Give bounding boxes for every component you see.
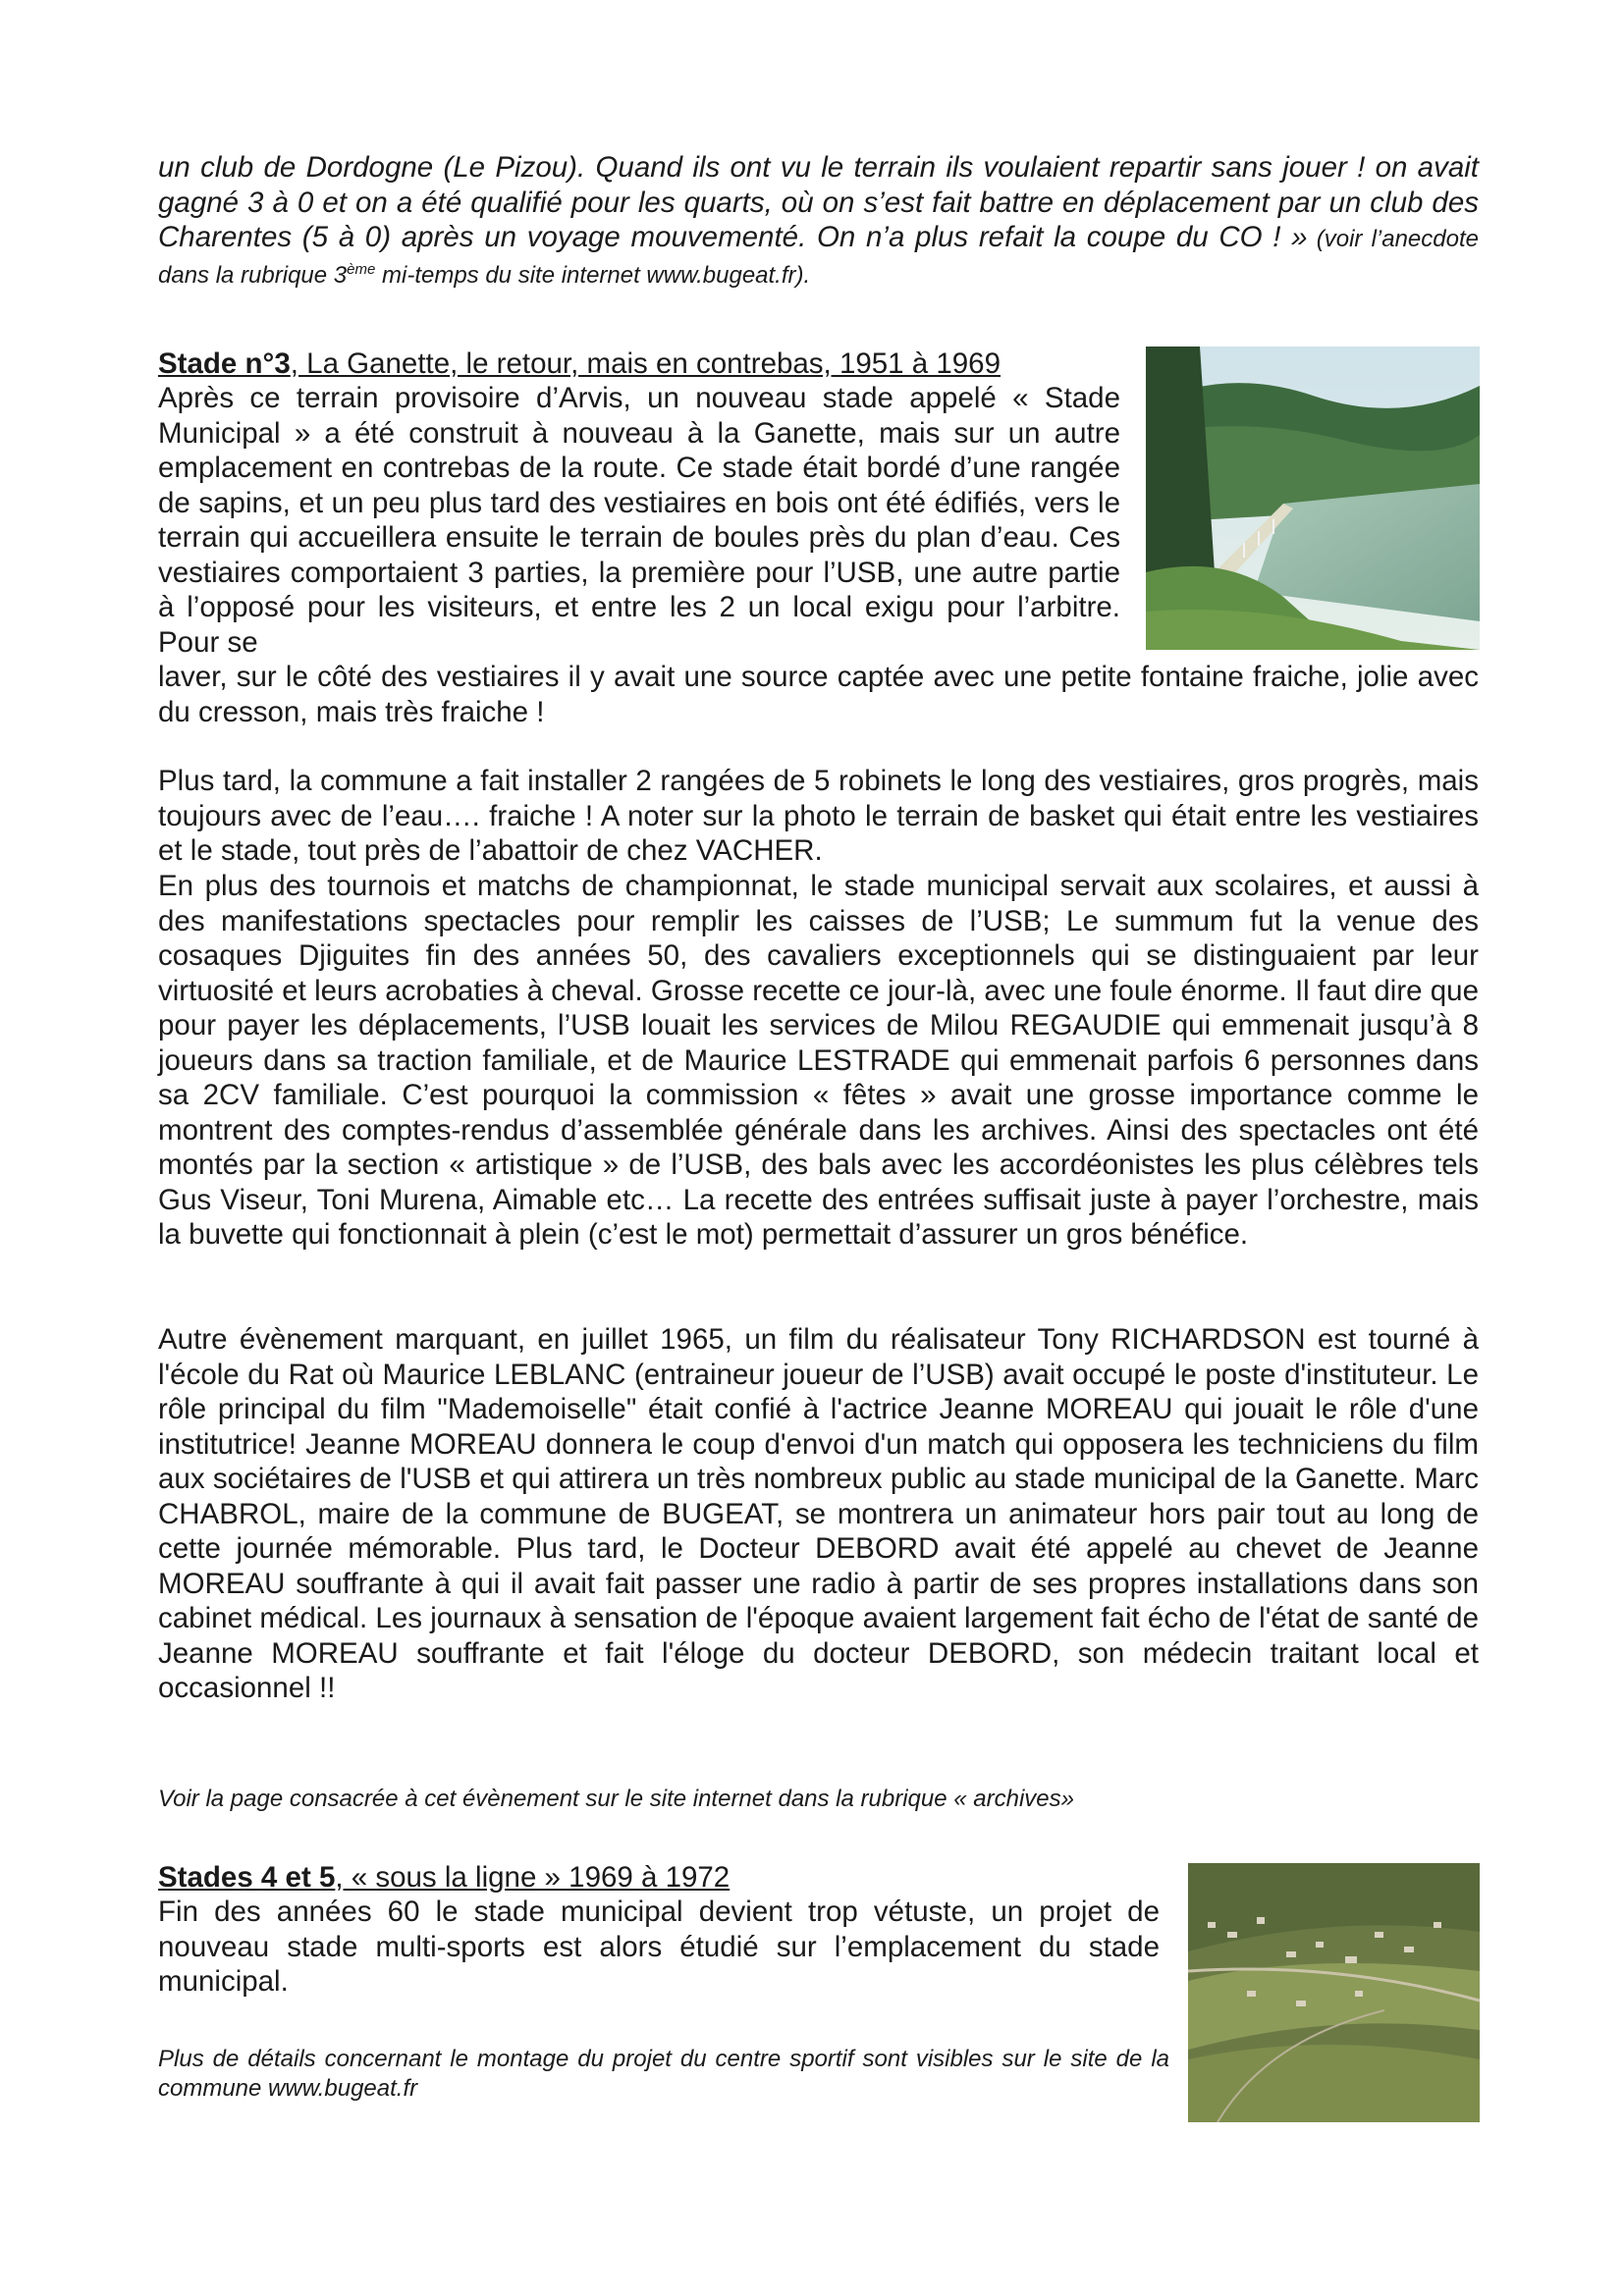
- aerial-photo: [1188, 1863, 1480, 2122]
- intro-paragraph: [158, 150, 1479, 291]
- stadium-photo: [1146, 347, 1480, 650]
- stade45-title-rest: , « sous la ligne » 1969 à 1972: [335, 1861, 731, 1894]
- stade45-paragraph-1: Fin des années 60 le stade municipal devient trop vétuste, un projet de nouveau stade multi-sports est alors étudié sur l’emplacement du stade municipal.: [158, 1896, 1160, 1998]
- stade3-paragraph-1: Après ce terrain provisoire d’Arvis, un nouveau stade appelé « Stade Municipal » a été construit à nouveau à la Ganette, mais sur un autre emplacement en contrebas de la route. Ce stade était bordé d’une rangée de sapins, et un peu plus tard des vestiaires en bois ont été édifiés, vers le terrain qui accueillera ensuite le terrain de boules près du plan d’eau. Ces vestiaires comportaient 3 parties, la première pour l’USB, une autre partie à l’opposé pour les visiteurs, et entre les 2 un local exigu pour l’arbitre. Pour se: [158, 382, 1120, 659]
- stade3-title-rest: , La Ganette, le retour, mais en contrebas, 1951 à 1969: [290, 347, 1001, 380]
- stade3-heading: [158, 347, 1120, 382]
- stade3-note: Voir la page consacrée à cet évènement sur le site internet dans la rubrique « archives»: [158, 1786, 1074, 1812]
- intro-note: (voir l’anecdote dans la rubrique 3ème mi-temps du site internet www.bugeat.fr).: [158, 226, 1479, 289]
- stade45-title-bold: Stades 4 et 5: [158, 1861, 336, 1894]
- stade3-paragraph-1-cont: laver, sur le côté des vestiaires il y avait une source captée avec une petite fontaine fraiche, jolie avec du cresson, mais très fraiche !: [158, 661, 1479, 728]
- stade45-heading: [158, 1860, 1160, 1896]
- stade3-paragraph-2: Plus tard, la commune a fait installer 2 rangées de 5 robinets le long des vestiaires, gros progrès, mais toujours avec de l’eau…. fraiche ! A noter sur la photo le terrain de basket qui était entre les vestiaires et le stade, tout près de l’abattoir de chez VACHER.: [158, 765, 1479, 867]
- stade3-paragraph-3: En plus des tournois et matchs de championnat, le stade municipal servait aux scolaires, et aussi à des manifestations spectacles pour remplir les caisses de l’USB; Le summum fut la venue des cosaques Djiguites fin des années 50, des cavaliers exceptionnels qui se distinguaient par leur virtuosité et leurs acrobaties à cheval. Grosse recette ce jour-là, avec une foule énorme. Il faut dire que pour payer les déplacements, l’USB louait les services de Milou REGAUDIE qui emmenait jusqu’à 8 joueurs dans sa traction familiale, et de Maurice LESTRADE qui emmenait parfois 6 personnes dans sa 2CV familiale. C’est pourquoi la commission « fêtes » avait une grosse importance comme le montrent des comptes-rendus d’assemblée générale dans les archives. Ainsi des spectacles ont été montés par la section « artistique » de l’USB, des bals avec les accordéonistes les plus célèbres tels Gus Viseur, Toni Murena, Aimable etc… La recette des entrées suffisait juste à payer l’orchestre, mais la buvette qui fonctionnait à plein (c’est le mot) permettait d’assurer un gros bénéfice.: [158, 870, 1479, 1251]
- intro-text: un club de Dordogne (Le Pizou). Quand ils ont vu le terrain ils voulaient repartir sans jouer ! on avait gagné 3 à 0 et on a été qualifié pour les quarts, où on s’est fait battre en déplacement par un club des Charentes (5 à 0) après un voyage mouvementé. On n’a plus refait la coupe du CO ! »: [158, 151, 1479, 253]
- stade3-paragraph-4: Autre évènement marquant, en juillet 1965, un film du réalisateur Tony RICHARDSON est tourné à l'école du Rat où Maurice LEBLANC (entraineur joueur de l’USB) avait occupé le poste d'instituteur. Le rôle principal du film "Mademoiselle" était confié à l'actrice Jeanne MOREAU qui jouait le rôle d'une institutrice! Jeanne MOREAU donnera le coup d'envoi d'un match qui opposera les techniciens du film aux sociétaires de l'USB et qui attirera un très nombreux public au stade municipal de la Ganette. Marc CHABROL, maire de la commune de BUGEAT, se montrera un animateur hors pair tout au long de cette journée mémorable. Plus tard, le Docteur DEBORD avait été appelé au chevet de Jeanne MOREAU souffrante à qui il avait fait passer une radio à partir de ses propres installations dans son cabinet médical. Les journaux à sensation de l'époque avaient largement fait écho de l'état de santé de Jeanne MOREAU souffrante et fait l'éloge du docteur DEBORD, son médecin traitant local et occasionnel !!: [158, 1323, 1479, 1704]
- stade3-title-bold: Stade n°3: [158, 347, 291, 380]
- stade45-note: Plus de détails concernant le montage du projet du centre sportif sont visibles sur le site de la commune www.bugeat.fr: [158, 2046, 1169, 2102]
